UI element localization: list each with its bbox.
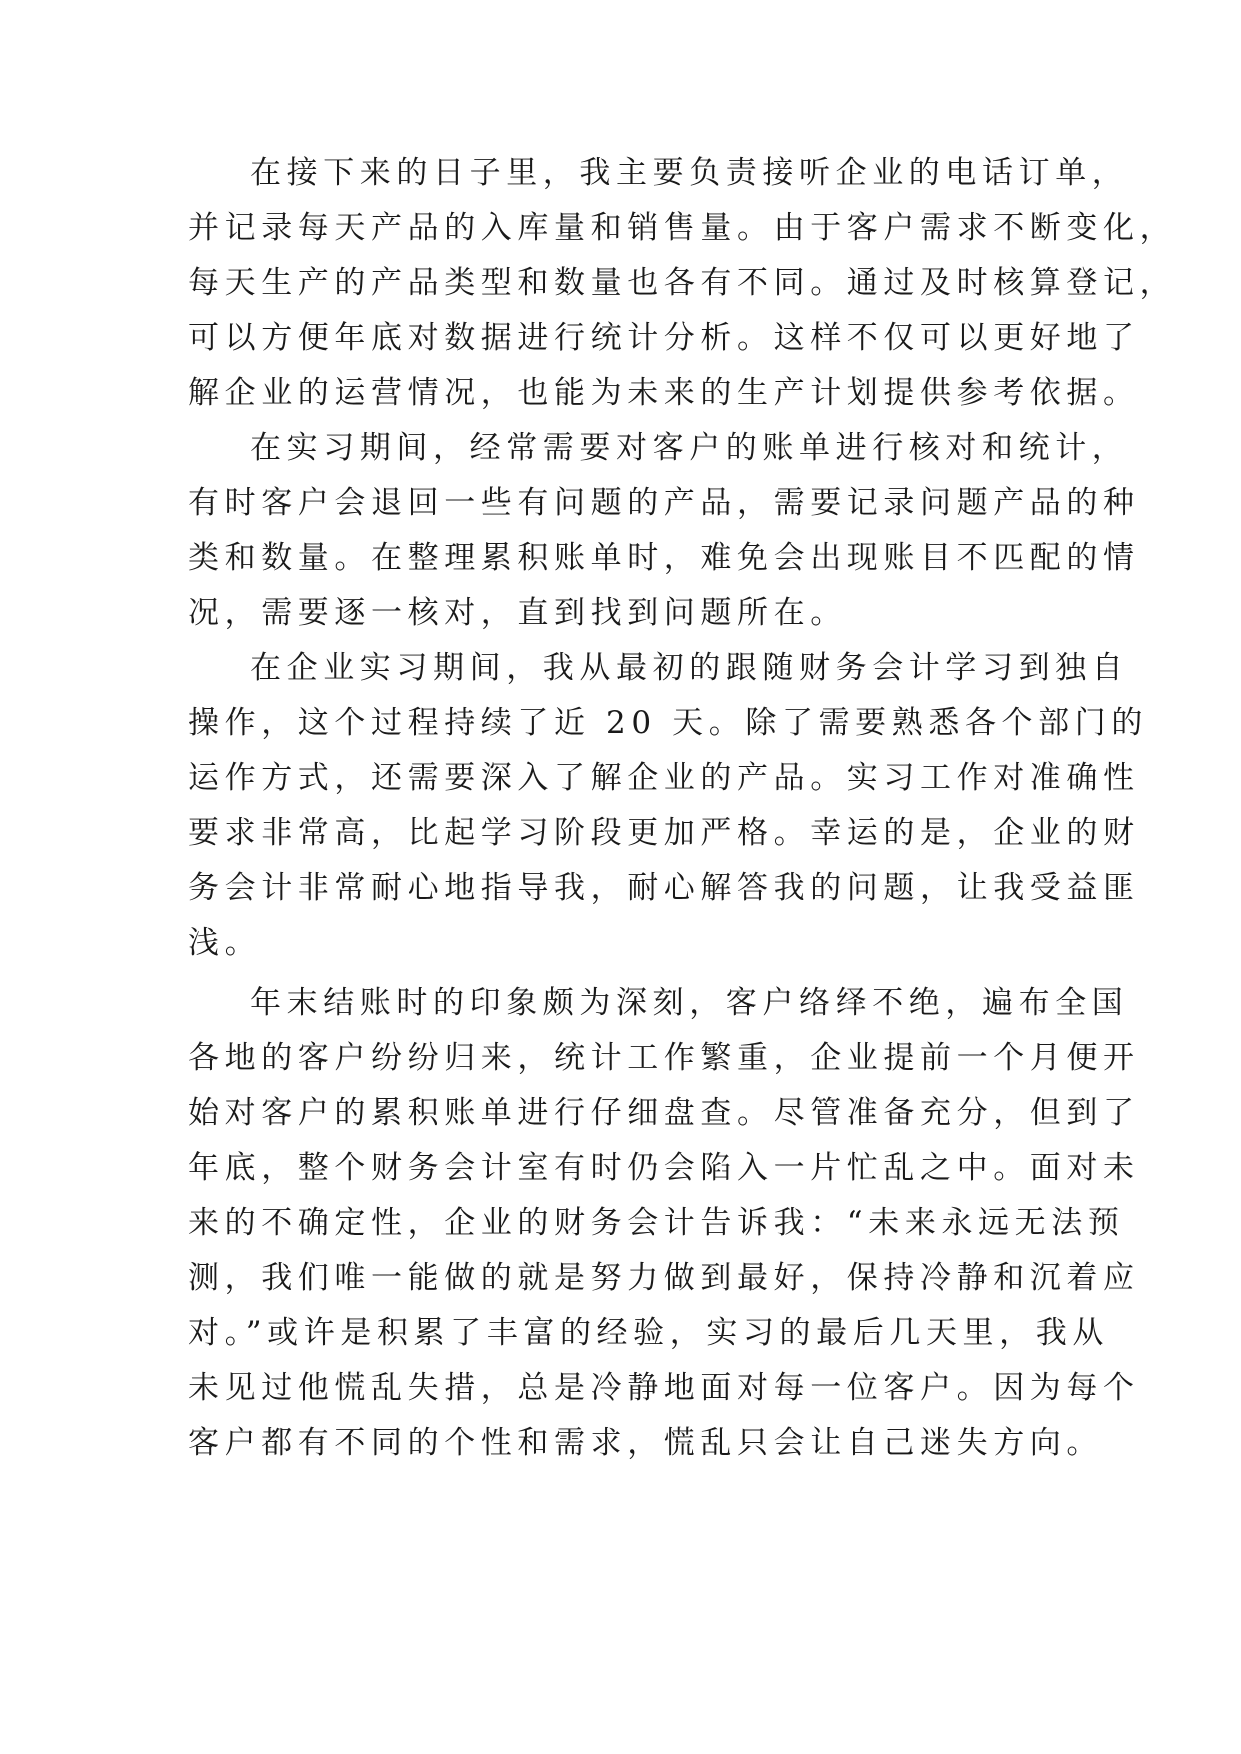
paragraph-4-line-6: 测，我们唯一能做的就是努力做到最好，保持冷静和沉着应 [188, 1260, 1140, 1296]
paragraph-2-line-2: 有时客户会退回一些有问题的产品，需要记录问题产品的种 [188, 485, 1140, 521]
paragraph-3-line-4: 要求非常高，比起学习阶段更加严格。幸运的是，企业的财 [188, 815, 1140, 851]
paragraph-3-line-6: 浅。 [188, 925, 262, 961]
paragraph-4-line-2: 各地的客户纷纷归来，统计工作繁重，企业提前一个月便开 [188, 1040, 1140, 1076]
paragraph-2-line-4: 况，需要逐一核对，直到找到问题所在。 [188, 595, 847, 631]
paragraph-3-line-3: 运作方式，还需要深入了解企业的产品。实习工作对准确性 [188, 760, 1140, 796]
paragraph-4-line-9: 客户都有不同的个性和需求，慌乱只会让自己迷失方向。 [188, 1425, 1103, 1461]
paragraph-3-line-1: 在企业实习期间，我从最初的跟随财务会计学习到独自 [250, 650, 1129, 686]
paragraph-4-line-4: 年底，整个财务会计室有时仍会陷入一片忙乱之中。面对未 [188, 1150, 1140, 1186]
paragraph-4-line-7: 对。”或许是积累了丰富的经验，实习的最后几天里，我从 [188, 1315, 1109, 1351]
paragraph-4-line-3: 始对客户的累积账单进行仔细盘查。尽管准备充分，但到了 [188, 1095, 1140, 1131]
paragraph-4-line-1: 年末结账时的印象颇为深刻，客户络绎不绝，遍布全国 [250, 985, 1129, 1021]
paragraph-3-line-5: 务会计非常耐心地指导我，耐心解答我的问题，让我受益匪 [188, 870, 1140, 906]
paragraph-1-line-3: 每天生产的产品类型和数量也各有不同。通过及时核算登记， [188, 265, 1177, 301]
paragraph-4-line-5: 来的不确定性，企业的财务会计告诉我：“未来永远无法预 [188, 1205, 1125, 1241]
paragraph-2-line-1: 在实习期间，经常需要对客户的账单进行核对和统计， [250, 430, 1129, 466]
paragraph-1-line-4: 可以方便年底对数据进行统计分析。这样不仅可以更好地了 [188, 320, 1140, 356]
paragraph-1-line-2: 并记录每天产品的入库量和销售量。由于客户需求不断变化， [188, 210, 1177, 246]
paragraph-1-line-5: 解企业的运营情况，也能为未来的生产计划提供参考依据。 [188, 375, 1140, 411]
paragraph-3-line-2: 操作，这个过程持续了近 20 天。除了需要熟悉各个部门的 [188, 705, 1148, 741]
paragraph-1-line-1: 在接下来的日子里，我主要负责接听企业的电话订单， [250, 155, 1129, 191]
paragraph-4-line-8: 未见过他慌乱失措，总是冷静地面对每一位客户。因为每个 [188, 1370, 1140, 1406]
paragraph-2-line-3: 类和数量。在整理累积账单时，难免会出现账目不匹配的情 [188, 540, 1140, 576]
